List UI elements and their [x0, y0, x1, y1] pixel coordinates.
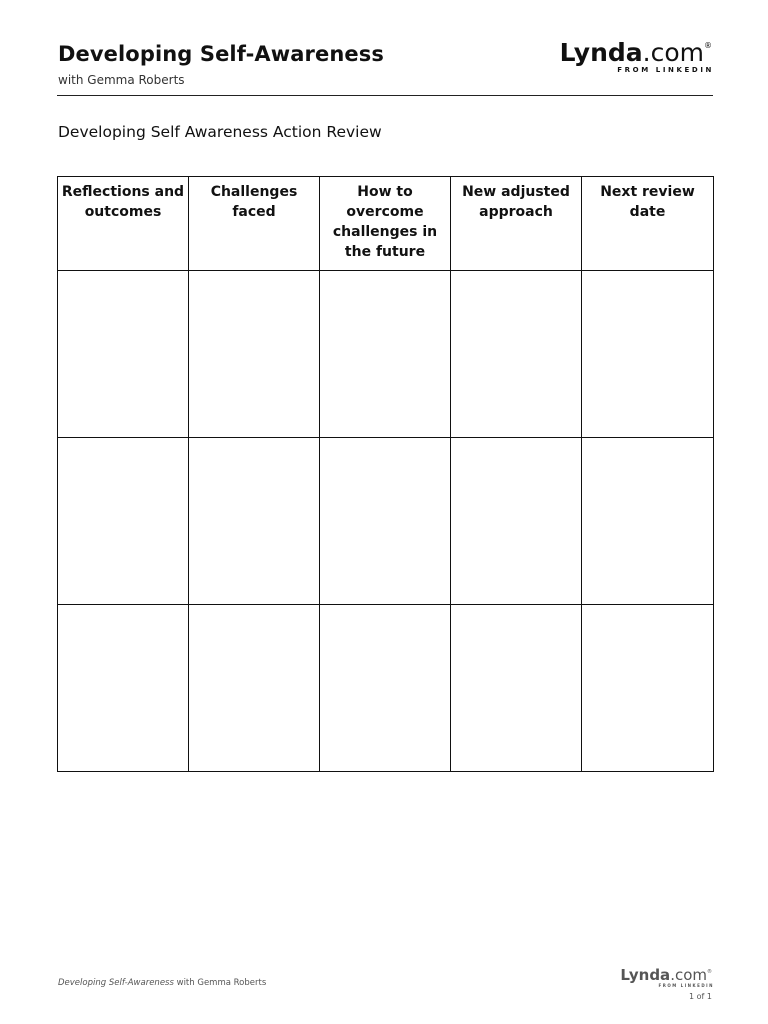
- header-divider: [57, 95, 713, 96]
- logo-suffix: .com: [642, 38, 704, 67]
- footer-course: [58, 978, 266, 988]
- table-cell[interactable]: [320, 271, 451, 438]
- footer-course-author: with Gemma Roberts: [173, 978, 267, 988]
- footer-lynda-logo: [620, 968, 712, 988]
- table-cell[interactable]: [320, 605, 451, 772]
- table-cell[interactable]: [320, 438, 451, 605]
- logo-registered: ®: [704, 41, 712, 50]
- lynda-logo: [560, 40, 712, 74]
- footer-logo-brand: Lynda: [620, 966, 671, 984]
- column-header-challenges: Challenges faced: [189, 177, 320, 271]
- column-header-review-date: Next review date: [582, 177, 714, 271]
- table-cell[interactable]: [189, 271, 320, 438]
- table-cell[interactable]: [58, 438, 189, 605]
- table-cell[interactable]: [451, 271, 582, 438]
- table-cell[interactable]: [58, 271, 189, 438]
- page-number: 1 of 1: [689, 992, 712, 1001]
- table-cell[interactable]: [189, 438, 320, 605]
- table-cell[interactable]: [582, 438, 714, 605]
- table-row: [58, 271, 714, 438]
- column-header-approach: New adjusted approach: [451, 177, 582, 271]
- footer-course-title: Developing Self-Awareness: [58, 978, 174, 988]
- table-cell[interactable]: [582, 271, 714, 438]
- footer-logo-suffix: .com: [670, 966, 707, 984]
- table-row: [58, 438, 714, 605]
- section-title: Developing Self Awareness Action Review: [58, 123, 382, 141]
- table-row: [58, 605, 714, 772]
- table-cell[interactable]: [451, 438, 582, 605]
- footer-logo-registered: ®: [707, 969, 712, 975]
- column-header-overcome: How to overcome challenges in the future: [320, 177, 451, 271]
- table-header-row: [58, 177, 714, 271]
- footer-logo-wordmark: [620, 968, 712, 983]
- table-cell[interactable]: [582, 605, 714, 772]
- action-review-table: [57, 176, 714, 772]
- footer-logo-tagline: FROM LINKEDIN: [658, 983, 714, 988]
- table-cell[interactable]: [189, 605, 320, 772]
- logo-tagline: FROM LINKEDIN: [617, 66, 714, 74]
- column-header-reflections: Reflections and outcomes: [58, 177, 189, 271]
- logo-brand: Lynda: [559, 38, 643, 67]
- table-cell[interactable]: [58, 605, 189, 772]
- table-cell[interactable]: [451, 605, 582, 772]
- logo-wordmark: [560, 40, 712, 65]
- page-subtitle: with Gemma Roberts: [58, 73, 185, 87]
- page-title: Developing Self-Awareness: [58, 42, 384, 66]
